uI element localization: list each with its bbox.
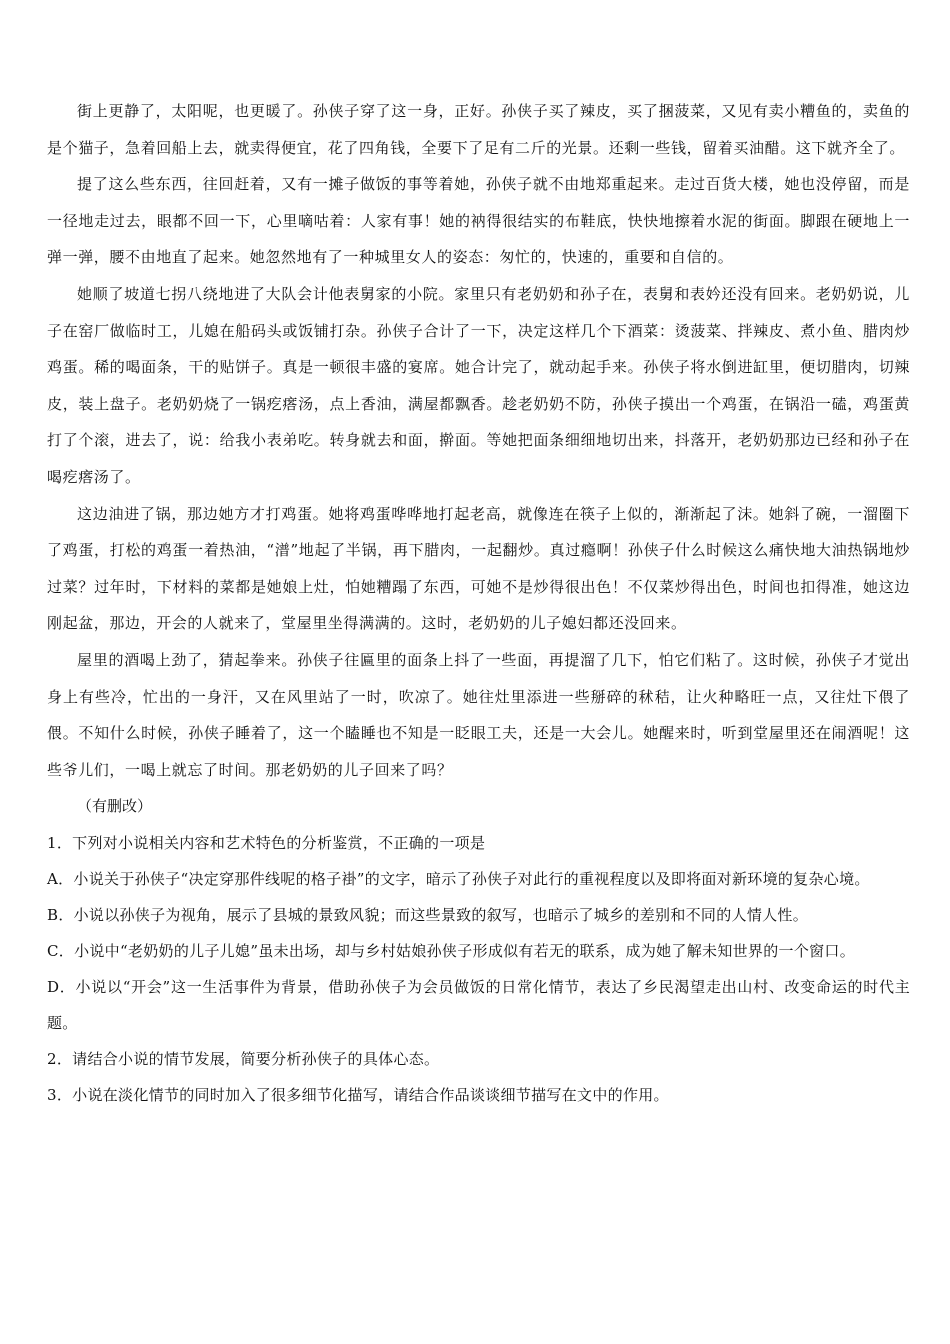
question-1-stem: 1．下列对小说相关内容和艺术特色的分析鉴赏，不正确的一项是	[47, 833, 486, 852]
question-2: 2．请结合小说的情节发展，简要分析孙侠子的具体心态。	[47, 1049, 440, 1068]
questions-section	[47, 825, 910, 1113]
story-paragraph-2: 提了这么些东西，往回赶着，又有一摊子做饭的事等着她，孙侠子就不由地郑重起来。走过百货大楼，她也没停留，而是一径地走过去，眼都不回一下，心里嘀咕着：人家有事！她的衲得很结实的布鞋底，快快地擦着水泥的街面。脚跟在硬地上一弹一弹，腰不由地直了起来。她忽然地有了一种城里女人的姿态：匆忙的，快速的，重要和自信的。	[47, 175, 910, 267]
story-text	[47, 93, 910, 825]
question-3: 3．小说在淡化情节的同时加入了很多细节化描写，请结合作品谈谈细节描写在文中的作用。	[47, 1085, 669, 1104]
question-1-option-b: B．小说以孙侠子为视角，展示了县城的景致风貌；而这些景致的叙写，也暗示了城乡的差别和不同的人情人性。	[47, 905, 809, 924]
story-paragraph-3: 她顺了坡道七拐八绕地进了大队会计他表舅家的小院。家里只有老奶奶和孙子在，表舅和表妗还没有回来。老奶奶说，儿子在窑厂做临时工，儿媳在船码头或饭铺打杂。孙侠子合计了一下，决定这样几个下酒菜：烫菠菜、拌辣皮、煮小鱼、腊肉炒鸡蛋。稀的喝面条，干的贴饼子。真是一顿很丰盛的宴席。她合计完了，就动起手来。孙侠子将水倒进缸里，便切腊肉，切辣皮，装上盘子。老奶奶烧了一锅疙瘩汤，点上香油，满屋都飘香。趁老奶奶不防，孙侠子摸出一个鸡蛋，在锅沿一磕，鸡蛋黄打了个滚，进去了，说：给我小表弟吃。转身就去和面，擀面。等她把面条细细地切出来，抖落开，老奶奶那边已经和孙子在喝疙瘩汤了。	[47, 284, 910, 486]
story-paragraph-1: 街上更静了，太阳呢，也更暖了。孙侠子穿了这一身，正好。孙侠子买了辣皮，买了捆菠菜，又见有卖小糟鱼的，卖鱼的是个猫子，急着回船上去，就卖得便宜，花了四角钱，全要下了足有二斤的光景。还剩一些钱，留着买油醋。这下就齐全了。	[47, 102, 910, 157]
story-paragraph-5: 屋里的酒喝上劲了，猜起拳来。孙侠子往匾里的面条上抖了一些面，再提溜了几下，怕它们粘了。这时候，孙侠子才觉出身上有些冷，忙出的一身汗，又在风里站了一时，吹凉了。她往灶里添进一些掰碎的秫秸，让火种略旺一点，又往灶下偎了偎。不知什么时候，孙侠子睡着了，这一个瞌睡也不知是一眨眼工夫，还是一大会儿。她醒来时，听到堂屋里还在闹酒呢！这些爷儿们，一喝上就忘了时间。那老奶奶的儿子回来了吗？	[47, 650, 910, 779]
question-1-option-a: A．小说关于孙侠子“决定穿那件线呢的格子褂”的文字，暗示了孙侠子对此行的重视程度以及即将面对新环境的复杂心境。	[47, 869, 870, 888]
question-1-option-c: C．小说中“老奶奶的儿子儿媳”虽未出场，却与乡村姑娘孙侠子形成似有若无的联系，成为她了解未知世界的一个窗口。	[47, 941, 856, 960]
story-paragraph-4: 这边油进了锅，那边她方才打鸡蛋。她将鸡蛋哗哗地打起老高，就像连在筷子上似的，渐渐起了沫。她斜了碗，一溜圈下了鸡蛋，打松的鸡蛋一着热油，“潽”地起了半锅，再下腊肉，一起翻炒。真过瘾啊！孙侠子什么时候这么痛快地大油热锅地炒过菜？过年时，下材料的菜都是她娘上灶，怕她糟蹋了东西，可她不是炒得很出色！不仅菜炒得出色，时间也扣得准，她这边刚起盆，那边，开会的人就来了，堂屋里坐得满满的。这时，老奶奶的儿子媳妇都还没回来。	[47, 504, 910, 633]
source-note: （有删改）	[77, 797, 153, 816]
question-1-option-d: D．小说以“开会”这一生活事件为背景，借助孙侠子为会员做饭的日常化情节，表达了乡民渴望走出山村、改变命运的时代主题。	[47, 977, 910, 1032]
